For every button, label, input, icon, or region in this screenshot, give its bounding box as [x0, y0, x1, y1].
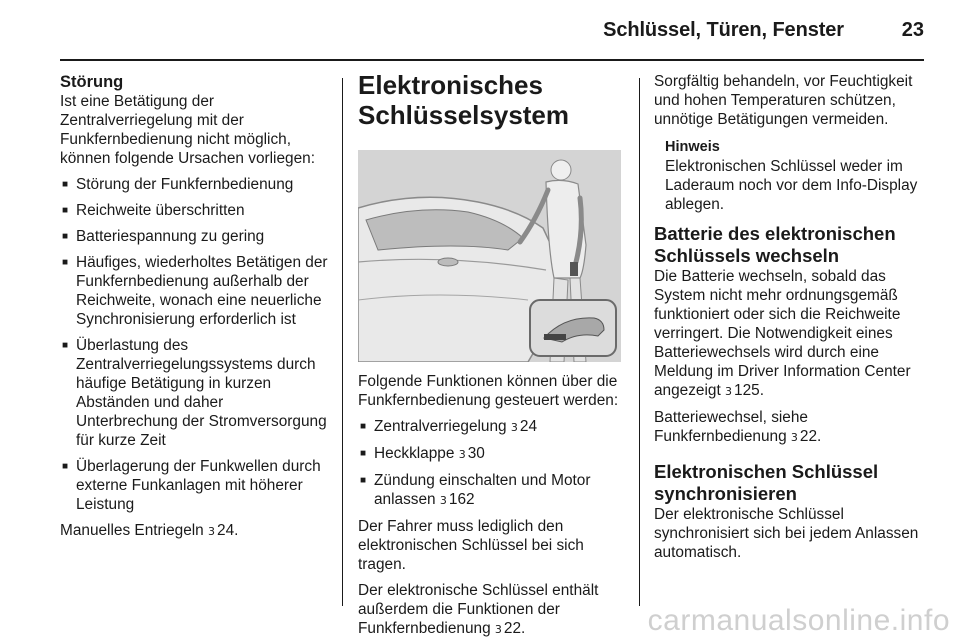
- list-item: ■ Häufiges, wiederholtes Betätigen der Funkfernbedienung außerhalb der Reichweite, wonach eine neuerliche Synchronisierung erforderlich ist: [60, 253, 328, 329]
- list-item: ■ Heckklappe 3 30: [358, 444, 628, 464]
- battery-change-ref: Batteriewechsel, siehe Funkfernbedienung 3 22.: [654, 409, 822, 445]
- list-item: ■ Zündung einschalten und Motor anlassen 3 162: [358, 471, 628, 510]
- heading-elektronisches-schluesselsystem: Elektronisches Schlüsselsystem: [358, 70, 570, 130]
- page-number: 23: [901, 19, 924, 41]
- care-paragraph: Sorgfältig behandeln, vor Feuchtigkeit und hohen Temperaturen schützen, unnötige Betätigungen vermeiden.: [654, 73, 913, 128]
- list-item: ■ Überlastung des Zentralverriegelungssystems durch häufige Betätigung in kurzen Abständen und daher Unterbrechung der Stromversorgung für kurze Zeit: [60, 336, 328, 450]
- list-item: ■ Reichweite überschritten: [60, 201, 328, 220]
- list-item: ■ Überlagerung der Funkwellen durch externe Funkanlagen mit höherer Leistung: [60, 457, 328, 514]
- page-ref[interactable]: 162: [448, 491, 475, 508]
- list-item: ■ Zentralverriegelung 3 24: [358, 417, 628, 437]
- section-title: Schlüssel, Türen, Fenster: [603, 19, 844, 41]
- column-middle: [358, 72, 628, 639]
- page-ref[interactable]: 24: [519, 418, 538, 435]
- page-ref[interactable]: 22.: [799, 428, 822, 445]
- column-divider-2: [639, 78, 640, 606]
- page-ref-icon[interactable]: 3: [208, 525, 216, 538]
- page-ref-icon[interactable]: 3: [725, 385, 733, 398]
- column-left: [60, 72, 328, 541]
- note-title: Hinweis: [665, 139, 720, 155]
- watermark: carmanualsonline.info: [647, 604, 950, 637]
- list-item: ■ Batteriespannung zu gering: [60, 227, 328, 246]
- page-ref[interactable]: 24.: [217, 522, 239, 539]
- column-right: [654, 72, 928, 562]
- page-ref-icon[interactable]: 3: [458, 448, 466, 461]
- battery-paragraph: Die Batterie wechseln, sobald das System nicht mehr ordnungsgemäß funktioniert oder sich die Reichweite verringert. Die Notwendigkeit eines Batteriewechsels wird durch eine Meldung im Driver Information Center angezeigt 3 125.: [654, 268, 911, 399]
- header-rule: [60, 59, 924, 61]
- car-key-illustration: [358, 150, 621, 362]
- functions-intro: Folgende Funktionen können über die Funkfernbedienung gesteuert werden:: [358, 373, 619, 409]
- heading-stoerung: Störung: [60, 73, 124, 91]
- page-ref-icon[interactable]: 3: [494, 623, 502, 636]
- note-box: [654, 138, 928, 214]
- list-item: ■ Störung der Funkfernbedienung: [60, 175, 328, 194]
- manual-unlock-ref: Manuelles Entriegeln 3 24.: [60, 522, 239, 539]
- heading-synchronize: Elektronischen Schlüssel synchronisieren: [654, 461, 879, 504]
- page-ref[interactable]: 22.: [503, 620, 526, 637]
- page-ref-icon[interactable]: 3: [510, 421, 518, 434]
- intro-text: Ist eine Betätigung der Zentralverriegelung mit der Funkfernbedienung nicht möglich, können folgende Ursachen vorliegen:: [60, 93, 315, 167]
- page-ref-icon[interactable]: 3: [439, 494, 447, 507]
- driver-paragraph: Der Fahrer muss lediglich den elektronischen Schlüssel bei sich tragen.: [358, 518, 584, 573]
- page-header: [0, 0, 960, 60]
- functions-list: [358, 417, 628, 510]
- page-ref-icon[interactable]: 3: [790, 431, 798, 444]
- page-ref[interactable]: 125.: [734, 382, 764, 399]
- column-divider-1: [342, 78, 343, 606]
- page-ref[interactable]: 30: [467, 445, 485, 462]
- heading-battery-replace: Batterie des elektronischen Schlüssels wechseln: [654, 223, 896, 266]
- sync-paragraph: Der elektronische Schlüssel synchronisiert sich bei jedem Anlassen automatisch.: [654, 506, 919, 561]
- car-person-illustration: [358, 150, 621, 362]
- key-functions-paragraph: Der elektronische Schlüssel enthält außerdem die Funktionen der Funkfernbedienung 3 22.: [358, 582, 599, 637]
- note-text: Elektronischen Schlüssel weder im Laderaum noch vor dem Info-Display ablegen.: [665, 158, 918, 213]
- cause-list: [60, 175, 328, 514]
